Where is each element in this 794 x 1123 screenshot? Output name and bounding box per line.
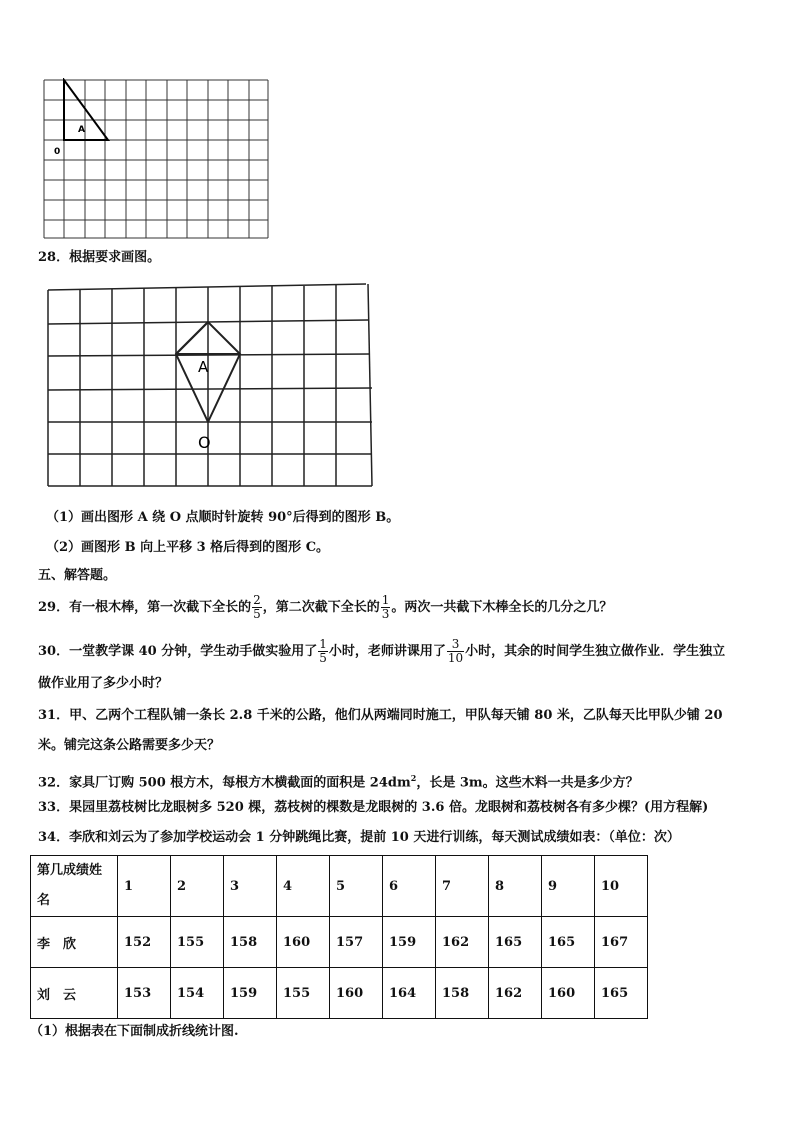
fraction-one-fifth: $\frac{1}{5}$	[319, 637, 327, 665]
table-cell: 160	[277, 917, 330, 968]
scores-table	[30, 855, 648, 1019]
q30-text-2: 小时，老师讲课用了	[328, 644, 446, 659]
question-34-sub1: （1）根据表在下面制成折线统计图.	[30, 1024, 239, 1039]
question-31-line2: 米。铺完这条公路需要多少天？	[38, 738, 221, 753]
section-heading: 五、解答题。	[38, 568, 117, 583]
table-header-label: 第几成绩姓 名	[31, 856, 118, 917]
table-header-day: 4	[277, 856, 330, 917]
table-header-day: 3	[224, 856, 277, 917]
question-31-line1: 31．甲、乙两个工程队铺一条长 2.8 千米的公路，他们从两端同时施工，甲队每天铺 80 米，乙队每天比甲队少铺 20	[38, 708, 723, 723]
question-32	[38, 768, 639, 793]
table-row	[31, 968, 648, 1019]
point-label-o: O	[198, 433, 211, 452]
question-28-sub2: （2）画图形 B 向上平移 3 格后得到的图形 C。	[46, 540, 330, 555]
fraction-two-fifths: $\frac{2}{5}$	[253, 593, 261, 621]
kite-label-a: A	[198, 358, 209, 376]
question-33: 33．果园里荔枝树比龙眼树多 520 棵，荔枝树的棵数是龙眼树的 3.6 倍。龙眼树和荔枝树各有多少棵？(用方程解)	[38, 800, 709, 815]
table-cell: 162	[436, 917, 489, 968]
table-cell: 165	[489, 917, 542, 968]
table-header-day: 6	[383, 856, 436, 917]
question-28-title: 28．根据要求画图。	[38, 250, 161, 265]
triangle-a	[64, 80, 108, 140]
q32-text-1: 32．家具厂订购 500 根方木，每根方木横截面的面积是 24dm	[38, 775, 411, 791]
table-cell: 155	[171, 917, 224, 968]
table-row-name: 刘 云	[31, 968, 118, 1019]
figure-grid-kite	[44, 282, 380, 488]
table-cell: 165	[595, 968, 648, 1019]
figure-grid-triangle	[40, 78, 270, 240]
table-header-day: 9	[542, 856, 595, 917]
table-cell: 167	[595, 917, 648, 968]
table-cell: 165	[542, 917, 595, 968]
table-header-day: 1	[118, 856, 171, 917]
fraction-three-tenths: $\frac{3}{10}$	[447, 637, 464, 665]
q32-superscript: 2	[410, 773, 417, 783]
table-header-row	[31, 856, 648, 917]
table-cell: 153	[118, 968, 171, 1019]
q30-text-1: 30．一堂教学课 40 分钟，学生动手做实验用了	[38, 644, 318, 659]
question-34-intro: 34．李欣和刘云为了参加学校运动会 1 分钟跳绳比赛，提前 10 天进行训练，每天测试成绩如表：（单位：次）	[38, 830, 680, 845]
point-label-o: 0	[54, 147, 61, 157]
question-28-sub1: （1）画出图形 A 绕 O 点顺时针旋转 90°后得到的图形 B。	[46, 510, 400, 525]
table-cell: 154	[171, 968, 224, 1019]
table-cell: 152	[118, 917, 171, 968]
table-cell: 162	[489, 968, 542, 1019]
question-30	[38, 638, 725, 665]
table-row-name: 李 欣	[31, 917, 118, 968]
q29-text-3: 。两次一共截下木棒全长的几分之几？	[391, 600, 613, 615]
q30-text-3: 小时，其余的时间学生独立做作业．学生独立	[465, 644, 726, 659]
table-cell: 158	[436, 968, 489, 1019]
fraction-one-third: $\frac{1}{3}$	[381, 593, 390, 621]
question-30-line2: 做作业用了多少小时？	[38, 676, 169, 691]
table-cell: 160	[330, 968, 383, 1019]
table-cell: 158	[224, 917, 277, 968]
q29-text-1: 29．有一根木棒，第一次截下全长的	[38, 600, 252, 615]
table-header-day: 7	[436, 856, 489, 917]
table-cell: 155	[277, 968, 330, 1019]
table-cell: 159	[224, 968, 277, 1019]
table-cell: 157	[330, 917, 383, 968]
table-header-day: 10	[595, 856, 648, 917]
table-header-day: 2	[171, 856, 224, 917]
table-cell: 159	[383, 917, 436, 968]
q29-text-2: ，第二次截下全长的	[262, 600, 380, 615]
table-header-day: 5	[330, 856, 383, 917]
q32-text-2: ，长是 3m。这些木料一共是多少方？	[416, 775, 639, 791]
table-cell: 164	[383, 968, 436, 1019]
table-cell: 160	[542, 968, 595, 1019]
table-row	[31, 917, 648, 968]
question-29	[38, 594, 612, 621]
table-header-day: 8	[489, 856, 542, 917]
triangle-label-a: A	[78, 125, 85, 135]
